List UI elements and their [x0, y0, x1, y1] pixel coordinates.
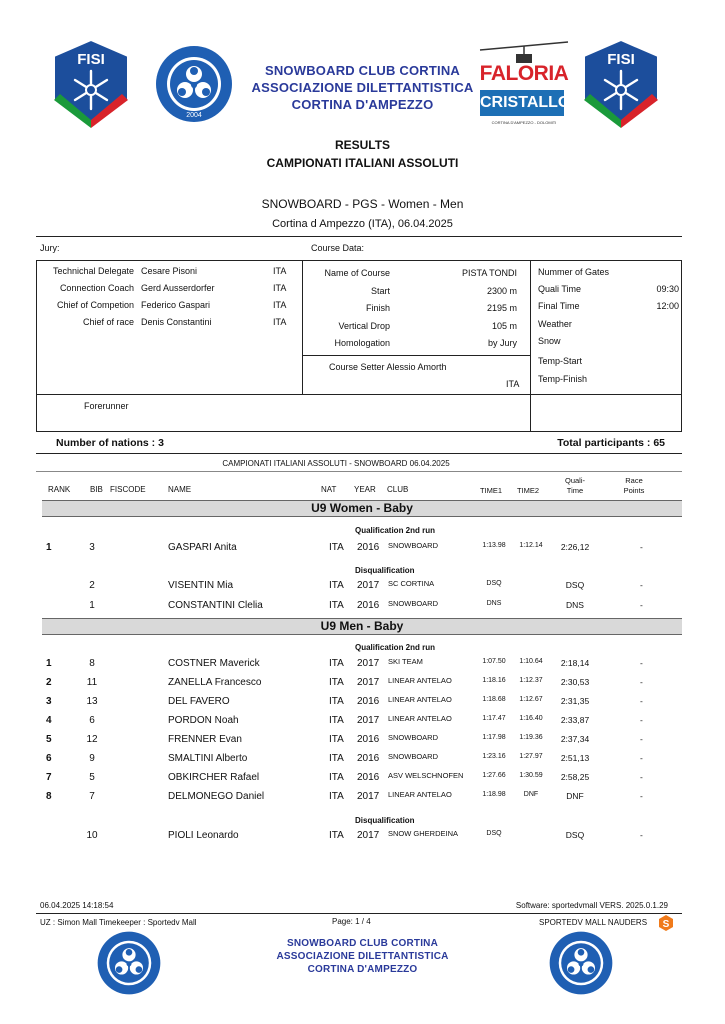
cell-q: 2:33,87 — [560, 715, 590, 725]
cell-name: DELMONEGO Daniel — [168, 791, 265, 802]
cell-q: 2:31,35 — [560, 696, 590, 706]
cell-club: SNOWBOARD — [388, 598, 439, 608]
cell-club: LINEAR ANTELAO — [388, 676, 452, 685]
col-nat: NAT — [321, 485, 337, 494]
cell-bib: 12 — [86, 734, 98, 745]
jury-nat: ITA — [273, 283, 287, 293]
cell-year: 2017 — [357, 715, 380, 726]
place-date: Cortina d Ampezzo (ITA), 06.04.2025 — [272, 218, 453, 230]
col-race-points: Race Points — [623, 476, 645, 495]
cell-q: DNF — [566, 791, 584, 801]
cell-rp: - — [640, 542, 643, 552]
cell-t2: 1:12.14 — [519, 542, 543, 549]
col-rank: RANK — [48, 485, 71, 494]
cell-year: 2017 — [357, 580, 380, 591]
course-key: Name of Course — [324, 268, 390, 278]
faloria-subtitle: CORTINA D'AMPEZZO - DOLOMITI — [491, 120, 557, 125]
cell-nat: ITA — [329, 599, 344, 611]
cell-t2: 1:12.67 — [519, 696, 543, 703]
cell-q: 2:26,12 — [560, 542, 590, 552]
col-club: CLUB — [387, 485, 409, 494]
cell-name: OBKIRCHER Rafael — [168, 772, 260, 783]
cell-name: COSTNER Maverick — [168, 658, 260, 669]
cell-club: SNOWBOARD — [388, 541, 439, 550]
jury-nat: ITA — [273, 300, 287, 310]
cell-rp: - — [640, 696, 643, 706]
club-seal-footer-right — [548, 930, 614, 1001]
club-line-1: SNOWBOARD CLUB CORTINA — [264, 63, 461, 78]
cell-rank: 1 — [46, 658, 52, 669]
course-value: by Jury — [487, 338, 517, 348]
cell-t1: DSQ — [486, 830, 502, 837]
cell-nat: ITA — [329, 753, 344, 764]
cell-rp: - — [640, 599, 643, 610]
cell-t2: 1:27.97 — [519, 753, 543, 760]
svg-text:S: S — [662, 919, 670, 930]
col-bib: BIB — [90, 485, 103, 494]
cell-name: GASPARI Anita — [168, 542, 237, 553]
cell-t1: 1:17.98 — [482, 734, 506, 741]
cell-bib: 5 — [89, 772, 95, 783]
cell-rp: - — [640, 580, 643, 590]
jury-role: Technichal Delegate — [52, 266, 134, 276]
col-time1: TIME1 — [480, 486, 503, 495]
cell-nat: ITA — [329, 580, 344, 591]
cell-year: 2016 — [357, 696, 380, 707]
sportedv-icon — [657, 914, 675, 937]
cell-bib: 8 — [89, 658, 95, 669]
cell-club: SC CORTINA — [388, 579, 435, 588]
course-value: 2195 m — [486, 303, 517, 313]
cell-t2: 1:12.37 — [519, 677, 543, 684]
cell-nat: ITA — [329, 734, 344, 745]
cell-t1: 1:23.16 — [482, 753, 506, 760]
club-line-2: ASSOCIAZIONE DILETTANTISTICA — [251, 80, 474, 95]
cell-name: VISENTIN Mia — [168, 580, 234, 591]
cell-club: LINEAR ANTELAO — [388, 695, 452, 704]
cell-bib: 6 — [89, 715, 95, 726]
cell-year: 2016 — [357, 753, 380, 764]
footer-club-line-2: ASSOCIAZIONE DILETTANTISTICA — [276, 951, 449, 962]
cell-q: 2:37,34 — [560, 734, 590, 744]
men-disqualification-label: Disqualification — [355, 816, 415, 825]
gate-key: Nummer of Gates — [538, 267, 610, 277]
cell-rank: 5 — [46, 734, 52, 745]
cell-bib: 9 — [89, 753, 95, 764]
cell-club: SNOWBOARD — [388, 733, 439, 742]
cell-year: 2016 — [357, 772, 380, 783]
col-time2: TIME2 — [517, 486, 540, 495]
cell-nat: ITA — [329, 677, 344, 688]
svg-text:FISI: FISI — [77, 51, 105, 68]
cell-rp: - — [640, 772, 643, 782]
jury-role: Chief of race — [82, 317, 134, 327]
course-value: 105 m — [491, 320, 517, 331]
cell-club: SNOW GHERDEINA — [388, 829, 459, 838]
course-value: PISTA TONDI — [461, 268, 517, 278]
cell-nat: ITA — [329, 772, 344, 783]
cell-t2: 1:16.40 — [519, 715, 543, 722]
jury-nat: ITA — [273, 317, 287, 327]
cell-bib: 13 — [86, 696, 98, 707]
jury-label: Jury: — [40, 243, 60, 253]
cell-rp: - — [640, 677, 643, 687]
gate-key: Final Time — [538, 301, 580, 311]
cell-bib: 11 — [86, 677, 98, 688]
cell-t1: DNS — [486, 599, 502, 607]
jury-name: Gerd Ausserdorfer — [141, 283, 215, 293]
cell-nat: ITA — [329, 830, 344, 841]
club-line-3: CORTINA D'AMPEZZO — [291, 97, 434, 112]
club-name-header — [240, 62, 485, 113]
jury-name: Cesare Pisoni — [141, 266, 198, 276]
cell-bib: 2 — [89, 580, 95, 591]
faloria-cristallo-logo — [478, 38, 570, 132]
course-key: Homologation — [334, 338, 390, 348]
cell-club: SKI TEAM — [388, 657, 423, 666]
cell-t1: DSQ — [486, 580, 502, 587]
cell-name: FRENNER Evan — [168, 734, 242, 745]
faloria-text: FALORIA — [479, 62, 569, 85]
seal-year: 2004 — [186, 112, 202, 119]
cristallo-text: CRISTALLO — [480, 90, 564, 116]
cell-name: PIOLI Leonardo — [168, 830, 239, 841]
cell-t2: 1:19.36 — [519, 734, 543, 741]
results-title: RESULTS — [334, 138, 391, 152]
cell-q: 2:58,25 — [560, 772, 590, 782]
cell-name: ZANELLA Francesco — [168, 677, 262, 688]
jury-nat: ITA — [273, 266, 287, 276]
cell-year: 2017 — [357, 658, 380, 669]
jury-name: Denis Constantini — [141, 317, 212, 327]
cell-nat: ITA — [329, 542, 344, 553]
cell-rp: - — [640, 830, 643, 840]
cell-rank: 3 — [46, 696, 52, 707]
cell-t2: 1:10.64 — [519, 658, 543, 665]
cell-rank: 4 — [46, 715, 52, 726]
cell-t1: 1:18.16 — [482, 677, 506, 684]
section-men-title: U9 Men - Baby — [42, 618, 682, 635]
cell-q: 2:30,53 — [560, 677, 590, 687]
section-women-title: U9 Women - Baby — [42, 500, 682, 517]
cell-club: LINEAR ANTELAO — [388, 714, 452, 723]
cell-rank: 1 — [46, 542, 52, 553]
cell-q: DNS — [566, 599, 584, 610]
cell-rp: - — [640, 753, 643, 763]
cell-rp: - — [640, 715, 643, 725]
cell-club: SNOWBOARD — [388, 752, 439, 761]
cell-year: 2017 — [357, 677, 380, 688]
course-value: 2300 m — [486, 285, 517, 296]
cell-bib: 10 — [86, 830, 98, 841]
women-disqualification-label: Disqualification — [355, 566, 415, 575]
cell-bib: 7 — [89, 791, 95, 802]
print-datetime: 06.04.2025 14:18:54 — [40, 901, 114, 910]
gate-key: Weather — [538, 319, 572, 329]
gate-key: Temp-Finish — [538, 374, 588, 384]
software-version: Software: sportedvmall VERS. 2025.0.1.29 — [515, 901, 668, 910]
col-fiscode: FISCODE — [110, 485, 146, 494]
col-quali-time: Quali- Time — [564, 476, 585, 495]
fisi-logo-left — [52, 38, 130, 135]
cell-nat: ITA — [329, 791, 344, 802]
cell-t1: 1:07.50 — [482, 658, 506, 665]
gate-key: Quali Time — [538, 284, 582, 294]
cell-t1: 1:27.66 — [482, 772, 506, 779]
gate-value: 09:30 — [656, 284, 679, 294]
club-seal-footer-left — [96, 930, 162, 1001]
cell-year: 2016 — [357, 599, 380, 611]
jury-role: Chief of Competion — [56, 300, 134, 310]
cell-t1: 1:17.47 — [482, 715, 506, 722]
cell-t2: 1:30.59 — [519, 772, 543, 779]
jury-role: Connection Coach — [59, 283, 134, 293]
col-name: NAME — [168, 485, 192, 494]
cell-t1: 1:18.98 — [482, 791, 506, 798]
number-of-nations: Number of nations : 3 — [56, 437, 164, 449]
cell-bib: 1 — [89, 599, 95, 611]
discipline-title: SNOWBOARD - PGS - Women - Men — [261, 197, 464, 211]
cell-rp: - — [640, 734, 643, 744]
cell-t1: 1:18.68 — [482, 696, 506, 703]
total-participants: Total participants : 65 — [557, 437, 665, 449]
cell-name: CONSTANTINI Clelia — [168, 599, 263, 611]
gate-key: Temp-Start — [538, 356, 583, 366]
cell-rank: 6 — [46, 753, 52, 764]
cell-year: 2016 — [357, 542, 380, 553]
cell-rank: 7 — [46, 772, 52, 783]
course-key: Finish — [365, 303, 390, 313]
cell-name: PORDON Noah — [168, 715, 239, 726]
cell-name: DEL FAVERO — [168, 696, 230, 707]
uz-timekeeper: UZ : Simon Mall Timekeeper : Sportedv Mall — [40, 918, 197, 927]
cell-bib: 3 — [89, 542, 95, 553]
cell-q: 2:51,13 — [560, 753, 590, 763]
cell-year: 2017 — [357, 830, 380, 841]
event-title: CAMPIONATI ITALIANI ASSOLUTI — [266, 156, 459, 170]
footer-club-line-1: SNOWBOARD CLUB CORTINA — [286, 938, 439, 949]
cell-nat: ITA — [329, 715, 344, 726]
club-name-footer — [240, 937, 485, 976]
cell-rank: 8 — [46, 791, 52, 802]
cell-t1: 1:13.98 — [482, 542, 506, 549]
cell-nat: ITA — [329, 658, 344, 669]
course-setter-nat: ITA — [506, 379, 520, 389]
cell-q: 2:18,14 — [560, 658, 590, 668]
course-setter: Course Setter Alessio Amorth — [329, 362, 447, 372]
footer-club-line-3: CORTINA D'AMPEZZO — [307, 964, 418, 975]
cell-club: ASV WELSCHNOFEN — [388, 771, 464, 780]
course-key: Vertical Drop — [338, 320, 390, 331]
list-subtitle: CAMPIONATI ITALIANI ASSOLUTI - SNOWBOARD 06.04.2025 — [222, 459, 450, 468]
fisi-logo-right — [582, 38, 660, 135]
cell-nat: ITA — [329, 696, 344, 707]
cell-t2: DNF — [523, 791, 539, 798]
cell-rp: - — [640, 791, 643, 801]
cell-q: DSQ — [565, 580, 585, 590]
cell-year: 2017 — [357, 791, 380, 802]
gate-key: Snow — [538, 336, 561, 346]
cell-q: DSQ — [565, 830, 585, 840]
col-year: YEAR — [354, 485, 376, 494]
cell-name: SMALTINI Alberto — [168, 753, 248, 764]
cell-club: LINEAR ANTELAO — [388, 790, 452, 799]
page-number: Page: 1 / 4 — [332, 917, 371, 926]
company-name: SPORTEDV MALL NAUDERS — [539, 918, 648, 927]
forerunner-label: Forerunner — [84, 401, 129, 411]
cell-rp: - — [640, 658, 643, 668]
jury-name: Federico Gaspari — [141, 300, 211, 310]
svg-text:FISI: FISI — [607, 51, 635, 68]
club-seal-left — [154, 44, 234, 129]
men-qualification-label: Qualification 2nd run — [355, 643, 436, 652]
gate-value: 12:00 — [656, 301, 679, 311]
cell-year: 2016 — [357, 734, 380, 745]
course-key: Start — [370, 285, 390, 296]
women-qualification-label: Qualification 2nd run — [355, 526, 436, 535]
cell-rank: 2 — [46, 677, 52, 688]
course-data-label: Course Data: — [311, 243, 365, 253]
